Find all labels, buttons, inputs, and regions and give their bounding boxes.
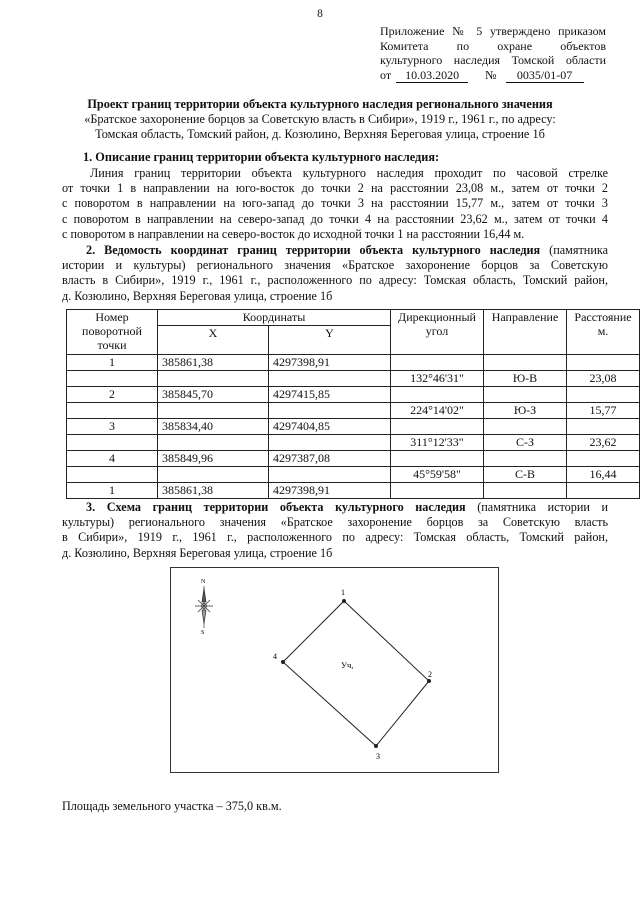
x-value: 385845,70 xyxy=(158,387,269,403)
y-value: 4297404,85 xyxy=(268,419,390,435)
point-number: 4 xyxy=(67,451,158,467)
distance-value: 23,62 xyxy=(567,435,640,451)
section-2-heading: 2. Ведомость координат границ территории объекта культурного наследия xyxy=(86,243,541,257)
table-row xyxy=(67,451,640,467)
section-2-heading-rest: (памятника xyxy=(540,243,608,257)
boundary-scheme xyxy=(170,567,499,773)
section-1-text xyxy=(62,166,608,242)
header-angle: Дирекционный угол xyxy=(391,310,484,355)
point-number: 1 xyxy=(67,483,158,499)
compass-icon xyxy=(195,586,213,628)
section-3-first-line xyxy=(62,500,608,515)
boundary-point-1 xyxy=(342,599,346,603)
angle-value: 132°46'31" xyxy=(391,371,484,387)
scheme-drawing xyxy=(171,568,498,772)
table-row xyxy=(67,387,640,403)
appendix-from-label: от xyxy=(380,67,392,82)
section-1-line: от точки 1 в направлении на юго-восток до точки 2 на расстоянии 23,08 м., затем от точки 2 xyxy=(62,181,608,196)
section-1-heading: 1. Описание границ территории объекта культурного наследия: xyxy=(83,150,440,164)
table-row xyxy=(67,355,640,371)
boundary-point-3 xyxy=(374,744,378,748)
x-value: 385834,40 xyxy=(158,419,269,435)
distance-value: 23,08 xyxy=(567,371,640,387)
table-row xyxy=(67,467,640,483)
section-2-text xyxy=(62,243,608,304)
section-3-line: в Сибири», 1919 г., 1961 г., расположенного по адресу: Томская область, Томский район, xyxy=(62,530,608,545)
point-number: 1 xyxy=(67,355,158,371)
angle-value: 311°12'33" xyxy=(391,435,484,451)
header-y: Y xyxy=(268,326,390,355)
boundary-point-2 xyxy=(427,679,431,683)
approval-number: 0035/01-07 xyxy=(506,69,584,83)
section-1-line: с поворотом в направлении на юго-запад до точки 3 на расстоянии 15,77 м., затем от точки 3 xyxy=(62,196,608,211)
section-2-line: власть в Сибири», 1919 г., 1961 г., расположенного по адресу: Томская область, Томский район, xyxy=(62,273,608,288)
title-line-2: «Братское захоронение борцов за Советскую власть в Сибири», 1919 г., 1961 г., по адресу: xyxy=(84,112,556,126)
header-point-number: Номер поворотной точки xyxy=(67,310,158,355)
point-label-2: 2 xyxy=(428,670,432,679)
parcel-label: Уч, xyxy=(341,660,354,670)
point-label-1: 1 xyxy=(341,588,345,597)
direction-value: С-З xyxy=(484,435,567,451)
table-row xyxy=(67,483,640,499)
compass-south: S xyxy=(201,630,205,636)
header-x: X xyxy=(158,326,269,355)
y-value: 4297415,85 xyxy=(268,387,390,403)
appendix-line-3: культурного наследия Томской области xyxy=(380,53,606,67)
page-number: 8 xyxy=(317,8,323,20)
direction-value: Ю-В xyxy=(484,371,567,387)
title-line-1: Проект границ территории объекта культурного наследия регионального значения xyxy=(87,97,553,111)
x-value: 385861,38 xyxy=(158,483,269,499)
section-2-line: истории и культуры) регионального значения «Братское захоронение борцов за Советскую xyxy=(62,258,608,273)
coordinates-table xyxy=(66,309,640,499)
distance-value: 15,77 xyxy=(567,403,640,419)
appendix-number-label: № xyxy=(485,67,497,82)
point-label-3: 3 xyxy=(376,752,380,761)
x-value: 385849,96 xyxy=(158,451,269,467)
appendix-line-1: Приложение № 5 утверждено приказом xyxy=(380,24,606,38)
y-value: 4297387,08 xyxy=(268,451,390,467)
header-direction: Направление xyxy=(484,310,567,355)
direction-value: С-В xyxy=(484,467,567,483)
y-value: 4297398,91 xyxy=(268,355,390,371)
point-number: 2 xyxy=(67,387,158,403)
y-value: 4297398,91 xyxy=(268,483,390,499)
parcel-boundary xyxy=(283,601,429,746)
section-1-line: Линия границ территории объекта культурного наследия проходит по часовой стрелке xyxy=(90,166,608,180)
direction-value: Ю-З xyxy=(484,403,567,419)
header-distance: Расстояние м. xyxy=(567,310,640,355)
section-3-heading: 3. Схема границ территории объекта культурного наследия xyxy=(86,500,466,514)
appendix-line-2: Комитета по охране объектов xyxy=(380,38,606,53)
section-2-line: д. Козюлино, Верхняя Береговая улица, строение 1б xyxy=(62,288,333,303)
boundary-point-4 xyxy=(281,660,285,664)
appendix-block xyxy=(380,24,606,83)
table-row xyxy=(67,419,640,435)
section-3-text xyxy=(62,500,608,561)
point-label-4: 4 xyxy=(273,652,277,661)
approval-date: 10.03.2020 xyxy=(396,69,468,83)
appendix-date-line xyxy=(380,68,606,83)
angle-value: 45°59'58" xyxy=(391,467,484,483)
section-2-first-line xyxy=(62,243,608,258)
table-row xyxy=(67,371,640,387)
angle-value: 224°14'02" xyxy=(391,403,484,419)
parcel-area: Площадь земельного участка – 375,0 кв.м. xyxy=(62,799,282,813)
section-3-heading-rest: (памятника истории и xyxy=(465,500,608,514)
distance-value: 16,44 xyxy=(567,467,640,483)
section-3-line: д. Козюлино, Верхняя Береговая улица, строение 1б xyxy=(62,545,333,560)
x-value: 385861,38 xyxy=(158,355,269,371)
point-number: 3 xyxy=(67,419,158,435)
section-1-line: с поворотом в направлении на северо-запад до точки 4 на расстоянии 23,62 м., затем от точки 4 xyxy=(62,211,608,226)
table-row xyxy=(67,435,640,451)
compass-north: N xyxy=(201,579,206,585)
document-title xyxy=(40,97,600,142)
header-coordinates: Координаты xyxy=(158,310,391,326)
section-1-line: с поворотом в направлении на северо-восток до исходной точки 1 на расстоянии 16,44 м. xyxy=(62,226,525,241)
table-row xyxy=(67,403,640,419)
title-line-3: Томская область, Томский район, д. Козюлино, Верхняя Береговая улица, строение 1б xyxy=(95,127,545,141)
section-3-line: культуры) регионального значения «Братское захоронение борцов за Советскую власть xyxy=(62,515,608,530)
table-header-row xyxy=(67,310,640,326)
